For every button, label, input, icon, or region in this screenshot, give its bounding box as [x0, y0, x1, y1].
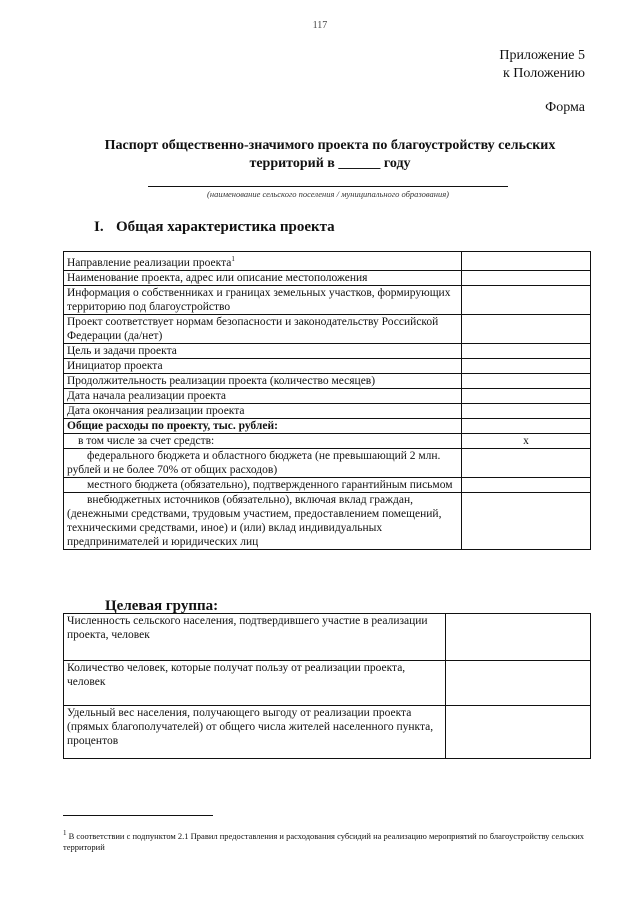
table-row: [64, 285, 591, 314]
target-group-table: [63, 613, 591, 759]
row-value[interactable]: [462, 477, 591, 492]
row-label: Дата окончания реализации проекта: [64, 403, 462, 418]
row-value[interactable]: [462, 388, 591, 403]
footnote-separator: [63, 815, 213, 816]
row-label: Дата начала реализации проекта: [64, 388, 462, 403]
title-line-2: территорий в ______ году: [249, 156, 411, 171]
table-row: [64, 270, 591, 285]
appendix-line-2: к Положению: [502, 66, 585, 81]
row-label: Численность сельского населения, подтвердившего участие в реализации проекта, человек: [64, 614, 446, 661]
section-number: I.: [94, 219, 104, 235]
row-label: Цель и задачи проекта: [64, 343, 462, 358]
table-row: [64, 614, 591, 661]
row-value[interactable]: [462, 403, 591, 418]
name-underline: [148, 186, 508, 187]
row-value[interactable]: [462, 418, 591, 433]
row-value[interactable]: [462, 270, 591, 285]
row-label: местного бюджета (обязательно), подтвержденного гарантийным письмом: [64, 477, 462, 492]
page-number: 117: [312, 20, 328, 31]
table-row: [64, 433, 591, 448]
row-value[interactable]: [462, 314, 591, 343]
row-label: Продолжительность реализации проекта (количество месяцев): [64, 373, 462, 388]
row-value[interactable]: [462, 492, 591, 549]
table-row: [64, 477, 591, 492]
footnote-number: 1: [63, 829, 67, 837]
row-value[interactable]: [446, 706, 591, 759]
footnote: [63, 828, 593, 853]
row-label: Проект соответствует нормам безопасности и законодательству Российской Федерации (да/нет): [64, 314, 462, 343]
row-label: внебюджетных источников (обязательно), включая вклад граждан, (денежными средствами, трудовым участием, предоставлением помещений, техническими средствами, иное) и (или) вклад индивидуальных предпринимателей и юридических лиц: [64, 492, 462, 549]
row-value[interactable]: [462, 358, 591, 373]
table-row: [64, 403, 591, 418]
appendix-reference: [499, 47, 585, 83]
table-row: [64, 314, 591, 343]
row-label: Информация о собственниках и границах земельных участков, формирующих территорию под благоустройство: [64, 285, 462, 314]
row-label: федерального бюджета и областного бюджета (не превышающий 2 млн. рублей и не более 70% от общих расходов): [64, 448, 462, 477]
footnote-mark: 1: [231, 255, 235, 263]
name-caption: (наименование сельского поселения / муниципального образования): [207, 189, 449, 199]
appendix-line-1: Приложение 5: [499, 48, 585, 63]
row-value[interactable]: [462, 448, 591, 477]
row-label: Общие расходы по проекту, тыс. рублей:: [64, 418, 462, 433]
row-value[interactable]: [462, 252, 591, 271]
target-group-heading: Целевая группа:: [105, 598, 219, 614]
row-value[interactable]: [446, 661, 591, 706]
row-value[interactable]: [462, 373, 591, 388]
section-title: Общая характеристика проекта: [116, 219, 335, 235]
row-label: Количество человек, которые получат пользу от реализации проекта, человек: [64, 661, 446, 706]
table-row: [64, 706, 591, 759]
table-row: [64, 661, 591, 706]
row-label: Инициатор проекта: [64, 358, 462, 373]
project-characteristics-table: [63, 251, 591, 550]
table-row: [64, 418, 591, 433]
footnote-text: В соответствии с подпунктом 2.1 Правил предоставления и расходования субсидий на реализацию мероприятий по благоустройству сельских территорий: [63, 830, 585, 852]
table-row: [64, 343, 591, 358]
table-row: [64, 373, 591, 388]
row-label: Удельный вес населения, получающего выгоду от реализации проекта (прямых благополучателей) от общего числа жителей населенного пункта, процентов: [64, 706, 446, 759]
row-value[interactable]: [446, 614, 591, 661]
section-heading: [94, 219, 335, 236]
row-value: х: [462, 433, 591, 448]
form-label: Форма: [545, 100, 585, 115]
row-value[interactable]: [462, 343, 591, 358]
title-line-1: Паспорт общественно-значимого проекта по благоустройству сельских: [104, 138, 556, 153]
row-value[interactable]: [462, 285, 591, 314]
table-row: [64, 448, 591, 477]
table-row: [64, 358, 591, 373]
document-title: [70, 137, 590, 173]
table-row: [64, 252, 591, 271]
row-label: Направление реализации проекта$^1$: [64, 252, 462, 271]
table-row: [64, 492, 591, 549]
table-row: [64, 388, 591, 403]
row-label: Наименование проекта, адрес или описание местоположения: [64, 270, 462, 285]
row-label: в том числе за счет средств:: [64, 433, 462, 448]
